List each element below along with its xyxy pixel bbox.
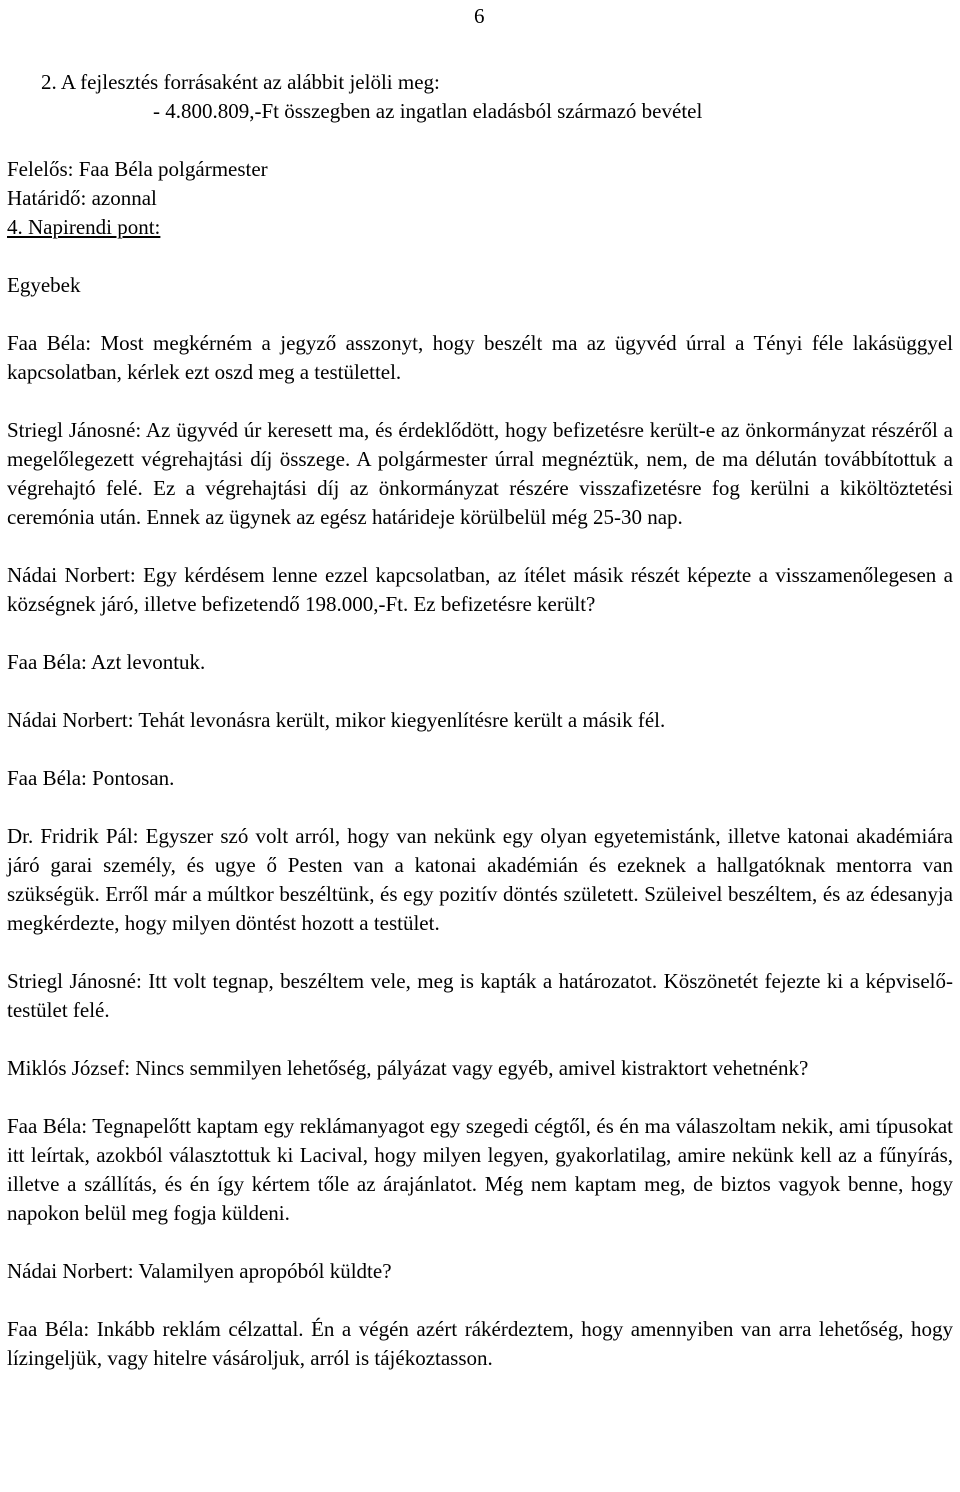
speech-text: Az ügyvéd úr keresett ma, és érdeklődött, hogy befizetésre került-e az önkormányzat részéről a megelőlegezett végrehajtási díj összege. A polgármester úrral megnéztük, nem, de ma délután továbbítottuk a végrehajtó felé. Ez a végrehajtási díj az önkormányzat részére visszafizetésre fog kerülni a kiköltöztetési ceremónia után. Ennek az ügynek az egész határideje körülbelül még 25-30 nap. bbox=[7, 418, 953, 529]
speech-text: Most megkérném a jegyző asszonyt, hogy beszélt ma az ügyvéd úrral a Tényi féle lakásüggyel kapcsolatban, kérlek ezt oszd meg a testülettel. bbox=[7, 331, 953, 384]
speaker-name: Miklós József: bbox=[7, 1056, 131, 1080]
speech-text: Tegnapelőtt kaptam egy reklámanyagot egy szegedi cégtől, és én ma válaszoltam nekik, ami típusokat itt leírtak, azokból választottuk ki Lacival, hogy milyen legyen, gyakorlatilag, amire nekünk kell az a fűnyírás, illetve a szállítás, és én így kértem tőle az árajánlatot. Még nem kaptam meg, de biztos vagyok benne, hogy napokon belül meg fogja küldeni. bbox=[7, 1114, 953, 1225]
item-2-subitem: - 4.800.809,-Ft összegben az ingatlan eladásból származó bevétel bbox=[153, 99, 703, 123]
paragraph bbox=[7, 648, 953, 677]
paragraph bbox=[7, 416, 953, 532]
paragraph bbox=[7, 764, 953, 793]
speaker-name: Faa Béla: bbox=[7, 766, 87, 790]
speech-text: Egy kérdésem lenne ezzel kapcsolatban, az ítélet másik részét képezte a visszamenőlegesen a községnek járó, illetve befizetendő 198.000,-Ft. Ez befizetésre került? bbox=[7, 563, 953, 616]
speech-text: Egyszer szó volt arról, hogy van nekünk egy olyan egyetemistánk, illetve katonai akadémiára járó garai személy, és ugye ő Pesten van a katonai akadémián és ezeknek a hallgatóknak mentorra van szükségük. Erről már a múltkor beszéltünk, és egy pozitív döntés született. Szüleivel beszéltem, és az édesanyja megkérdezte, hogy milyen döntést hozott a testület. bbox=[7, 824, 953, 935]
paragraph bbox=[7, 1315, 953, 1373]
agenda-title: Egyebek bbox=[7, 273, 81, 297]
paragraph bbox=[7, 1257, 953, 1286]
speech-text: Tehát levonásra került, mikor kiegyenlítésre került a másik fél. bbox=[133, 708, 666, 732]
deadline-value: azonnal bbox=[86, 186, 157, 210]
document-body bbox=[7, 68, 953, 1373]
speaker-name: Striegl Jánosné: bbox=[7, 969, 142, 993]
speaker-name: Faa Béla: bbox=[7, 1317, 90, 1341]
paragraph bbox=[7, 822, 953, 938]
deadline-label: Határidő: bbox=[7, 186, 87, 210]
speech-text: Inkább reklám célzattal. Én a végén azért rákérdeztem, hogy amennyiben van arra lehetőség, hogy lízingeljük, vagy hitelre vásároljuk, arról is tájékoztasson. bbox=[7, 1317, 953, 1370]
minutes bbox=[7, 329, 953, 1373]
paragraph bbox=[7, 561, 953, 619]
speech-text: Valamilyen apropóból küldte? bbox=[133, 1259, 392, 1283]
page-number: 6 bbox=[474, 4, 485, 28]
speaker-name: Nádai Norbert: bbox=[7, 1259, 134, 1283]
speaker-name: Striegl Jánosné: bbox=[7, 418, 142, 442]
speaker-name: Faa Béla: bbox=[7, 1114, 88, 1138]
speech-text: Pontosan. bbox=[86, 766, 175, 790]
agenda-heading: 4. Napirendi pont: bbox=[7, 215, 161, 239]
responsible-value: Faa Béla polgármester bbox=[73, 157, 268, 181]
paragraph bbox=[7, 329, 953, 387]
item-2-text: 2. A fejlesztés forrásaként az alábbit jelöli meg: bbox=[41, 70, 440, 94]
speech-text: Nincs semmilyen lehetőség, pályázat vagy egyéb, amivel kistraktort vehetnénk? bbox=[130, 1056, 809, 1080]
responsible-line bbox=[7, 155, 953, 184]
paragraph bbox=[7, 967, 953, 1025]
speaker-name: Nádai Norbert: bbox=[7, 708, 134, 732]
speaker-name: Nádai Norbert: bbox=[7, 563, 136, 587]
paragraph bbox=[7, 1054, 953, 1083]
speaker-name: Faa Béla: bbox=[7, 650, 87, 674]
speaker-name: Dr. Fridrik Pál: bbox=[7, 824, 139, 848]
speech-text: Itt volt tegnap, beszéltem vele, meg is kapták a határozatot. Köszönetét fejezte ki a képviselő-testület felé. bbox=[7, 969, 953, 1022]
deadline-line bbox=[7, 184, 953, 213]
responsible-label: Felelős: bbox=[7, 157, 74, 181]
paragraph bbox=[7, 1112, 953, 1228]
paragraph bbox=[7, 706, 953, 735]
speech-text: Azt levontuk. bbox=[86, 650, 206, 674]
speaker-name: Faa Béla: bbox=[7, 331, 92, 355]
